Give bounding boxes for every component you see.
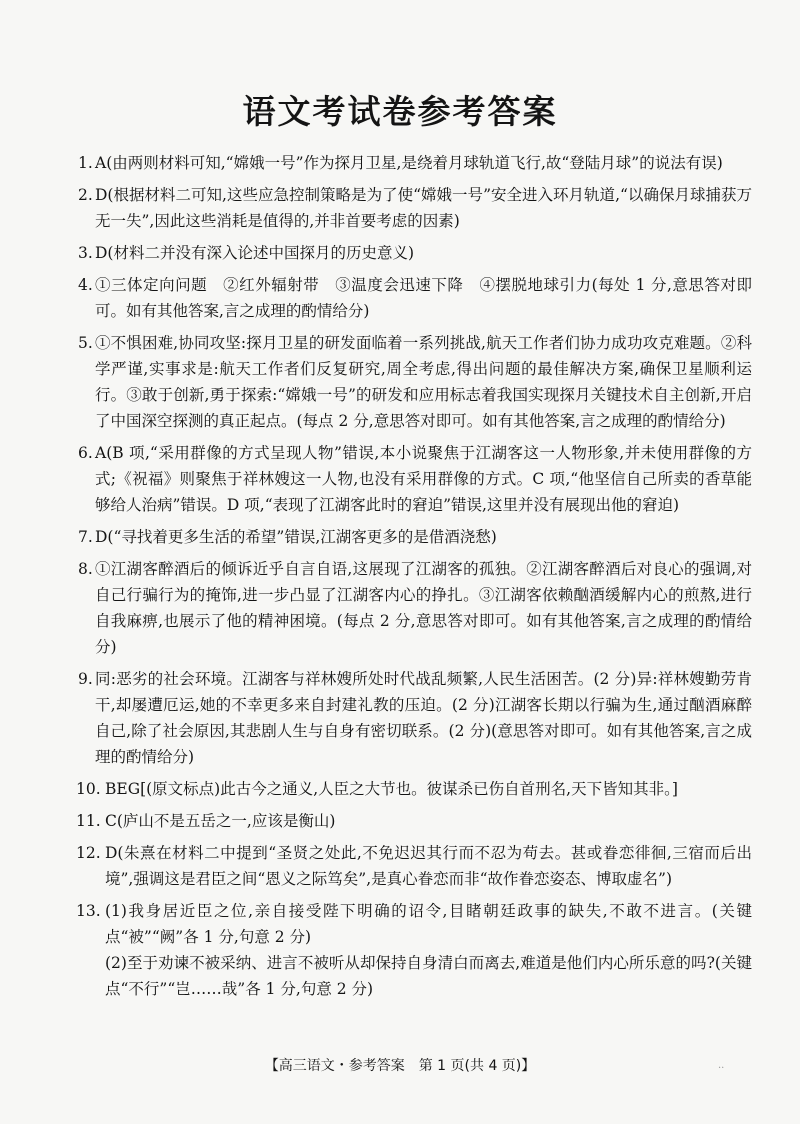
answer-text: D(朱熹在材料二中提到“圣贤之处此,不免迟迟其行而不忍为苟去。甚或眷恋徘徊,三宿而后出境”,强调这是君臣之间“恩义之际笃矣”,是真心眷恋而非“故作眷恋姿态、博取虚名”) — [105, 844, 752, 888]
answer-item-12 — [78, 840, 752, 892]
answer-list — [78, 150, 752, 1008]
page-title: 语文考试卷参考答案 — [242, 92, 558, 131]
answer-item-9 — [78, 666, 752, 770]
answer-item-3 — [78, 240, 752, 266]
answer-text: ①不惧困难,协同攻坚:探月卫星的研发面临着一系列挑战,航天工作者们协力成功攻克难题。②科学严谨,实事求是:航天工作者们反复研究,周全考虑,得出问题的最佳解决方案,确保卫星顺利运行。③敢于创新,勇于探索:“嫦娥一号”的研发和应用标志着我国实现探月关键技术自主创新,开启了中国深空探测的真正起点。(每点 2 分,意思答对即可。如有其他答案,言之成理的酌情给分) — [95, 334, 752, 430]
answer-number: 5. — [78, 334, 93, 352]
answer-number: 6. — [78, 444, 93, 462]
answer-item-5 — [78, 330, 752, 434]
answer-number: 2. — [78, 186, 93, 204]
answer-number: 9. — [78, 670, 93, 688]
answer-number: 13. — [76, 902, 101, 920]
answer-text: D(“寻找着更多生活的希望”错误,江湖客更多的是借酒浇愁) — [95, 528, 497, 546]
answer-text: A(B 项,“采用群像的方式呈现人物”错误,本小说聚焦于江湖客这一人物形象,并未使用群像的方式;《祝福》则聚焦于祥林嫂这一人物,也没有采用群像的方式。C 项,“他坚信自己所卖的香草能够给人治病”错误。D 项,“表现了江湖客此时的窘迫”错误,这里并没有展现出他的窘迫) — [95, 444, 752, 514]
answer-text: 同:恶劣的社会环境。江湖客与祥林嫂所处时代战乱频繁,人民生活困苦。(2 分)异:祥林嫂勤劳肯干,却屡遭厄运,她的不幸更多来自封建礼教的压迫。(2 分)江湖客长期以行骗为生,通过酗酒麻醉自己,除了社会原因,其悲剧人生与自身有密切联系。(2 分)(意思答对即可。如有其他答案,言之成理的酌情给分) — [95, 670, 752, 766]
answer-number: 3. — [78, 244, 93, 262]
answer-text: ①江湖客醉酒后的倾诉近乎自言自语,这展现了江湖客的孤独。②江湖客醉酒后对良心的强调,对自己行骗行为的掩饰,进一步凸显了江湖客内心的挣扎。③江湖客依赖酗酒缓解内心的煎熬,进行自我麻痹,也展示了他的精神困境。(每点 2 分,意思答对即可。如有其他答案,言之成理的酌情给分) — [95, 560, 752, 656]
answer-text: C(庐山不是五岳之一,应该是衡山) — [105, 812, 336, 830]
answer-text: ①三体定向问题 ②红外辐射带 ③温度会迅速下降 ④摆脱地球引力(每处 1 分,意思答对即可。如有其他答案,言之成理的酌情给分) — [95, 276, 752, 320]
page-footer: 【高三语文・参考答案 第 1 页(共 4 页)】 — [264, 1058, 536, 1074]
answer-number: 12. — [76, 844, 101, 862]
answer-text: D(材料二并没有深入论述中国探月的历史意义) — [95, 244, 415, 262]
answer-text: D(根据材料二可知,这些应急控制策略是为了使“嫦娥一号”安全进入环月轨道,“以确保月球捕获万无一失”,因此这些消耗是值得的,并非首要考虑的因素) — [95, 186, 752, 230]
answer-item-13 — [78, 898, 752, 1002]
answer-text: BEG[(原文标点)此古今之通义,人臣之大节也。彼谋杀已伤自首刑名,天下皆知其非。] — [105, 780, 678, 798]
answer-item-8 — [78, 556, 752, 660]
answer-item-7 — [78, 524, 752, 550]
answer-number: 10. — [76, 780, 101, 798]
answer-item-10 — [78, 776, 752, 802]
answer-item-11 — [78, 808, 752, 834]
answer-subtext: (2)至于劝谏不被采纳、进言不被听从却保持自身清白而离去,难道是他们内心所乐意的吗?(关键点“不行”“岂……哉”各 1 分,句意 2 分) — [105, 954, 752, 998]
answer-item-2 — [78, 182, 752, 234]
corner-mark: .. — [718, 1060, 725, 1071]
answer-number: 11. — [76, 812, 101, 830]
answer-number: 4. — [78, 276, 93, 294]
answer-number: 7. — [78, 528, 93, 546]
answer-item-6 — [78, 440, 752, 518]
answer-text: A(由两则材料可知,“嫦娥一号”作为探月卫星,是绕着月球轨道飞行,故“登陆月球”的说法有误) — [95, 154, 723, 172]
answer-number: 8. — [78, 560, 93, 578]
answer-item-1 — [78, 150, 752, 176]
answer-item-4 — [78, 272, 752, 324]
answer-number: 1. — [78, 154, 93, 172]
answer-text: (1)我身居近臣之位,亲自接受陛下明确的诏令,目睹朝廷政事的缺失,不敢不进言。(关键点“被”“阙”各 1 分,句意 2 分) — [105, 902, 752, 946]
